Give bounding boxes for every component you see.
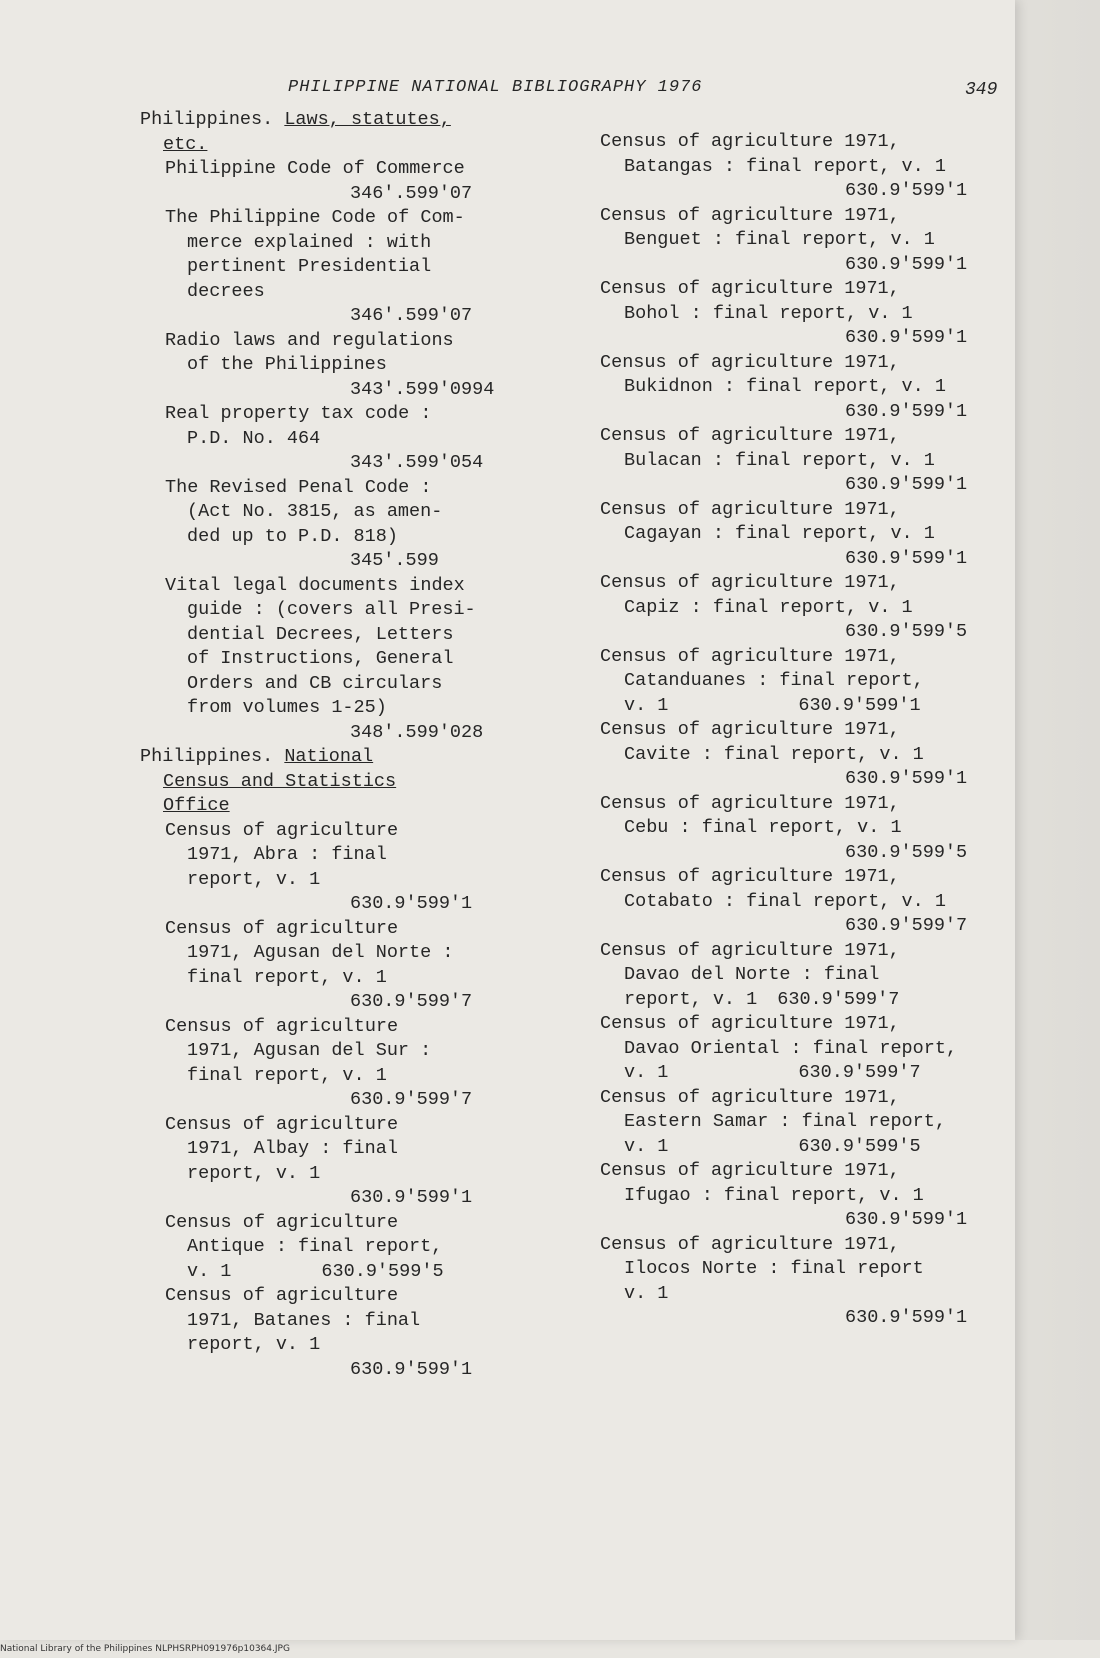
scan-footer: National Library of the Philippines NLPHSRPH091976p10364.JPG xyxy=(0,1644,290,1654)
entries-census-left xyxy=(140,819,540,1383)
bib-entry xyxy=(600,1233,1000,1331)
entry-title-line: Census of agriculture xyxy=(165,1211,399,1233)
call-number: 345'.599 xyxy=(350,550,439,571)
entry-title-line: Orders and CB circulars xyxy=(187,672,443,694)
bib-entry xyxy=(140,1211,540,1285)
heading-line: Office xyxy=(163,795,230,816)
call-number: 630.9'599'1 xyxy=(845,327,968,348)
running-header: PHILIPPINE NATIONAL BIBLIOGRAPHY 1976 xyxy=(288,78,703,97)
entry-title-line: Radio laws and regulations xyxy=(165,329,454,351)
right-column xyxy=(600,130,1000,1331)
bib-entry xyxy=(600,424,1000,498)
call-number: 348'.599'028 xyxy=(350,721,484,743)
call-number: 630.9'599'1 xyxy=(350,1358,473,1380)
call-number: 630.9'599'1 xyxy=(845,1307,968,1328)
bib-entry xyxy=(600,204,1000,278)
call-number: 343'.599'054 xyxy=(350,452,484,473)
call-number: 630.9'599'1 xyxy=(845,400,968,422)
entry-title-line: Census of agriculture 1971, xyxy=(600,278,900,299)
entry-title-line: report, v. 1 xyxy=(187,1334,321,1355)
entry-title-line: 1971, Agusan del Sur : xyxy=(187,1040,432,1061)
bib-entry xyxy=(140,917,540,1015)
left-column xyxy=(140,108,540,1382)
entry-title-line: report, v. 1 xyxy=(187,1162,321,1184)
entry-title-line: Philippine Code of Commerce xyxy=(165,158,465,179)
heading-laws-statutes xyxy=(140,108,540,157)
entry-title-line: Bohol : final report, v. 1 xyxy=(624,302,913,324)
entry-title-line: Census of agriculture 1971, xyxy=(600,1013,900,1034)
entry-title-line: Catanduanes : final report, xyxy=(624,670,924,691)
bib-entry xyxy=(600,939,1000,1013)
heading-underlined: National xyxy=(284,746,374,767)
entry-title-line: P.D. No. 464 xyxy=(187,427,321,449)
entry-title-line: Census of agriculture 1971, xyxy=(600,1160,900,1181)
call-number: 630.9'599'1 xyxy=(845,768,968,789)
entry-title-line: Census of agriculture 1971, xyxy=(600,131,900,152)
entry-title-tail: v. 1 xyxy=(187,1260,232,1282)
entry-title-line: final report, v. 1 xyxy=(187,1064,387,1086)
entry-title-line: Davao del Norte : final xyxy=(624,964,880,985)
entry-title-tail: v. 1 xyxy=(624,694,669,716)
call-number: 630.9'599'1 xyxy=(845,1209,968,1230)
bib-entry xyxy=(140,402,540,476)
entry-title-line: Bukidnon : final report, v. 1 xyxy=(624,376,946,397)
entry-title-line: Census of agriculture xyxy=(165,819,399,841)
entries-laws xyxy=(140,157,540,745)
bib-entry xyxy=(140,1113,540,1211)
entry-title-line: decrees xyxy=(187,280,265,302)
bib-entry xyxy=(140,1284,540,1382)
call-number: 630.9'599'1 xyxy=(798,694,921,716)
entry-title-line: 1971, Agusan del Norte : xyxy=(187,942,454,963)
entry-title-line: Census of agriculture 1971, xyxy=(600,351,900,373)
entry-title-tail: v. 1 xyxy=(624,1062,669,1083)
entry-title-line: Bulacan : final report, v. 1 xyxy=(624,449,935,471)
entry-title-line: Cebu : final report, v. 1 xyxy=(624,817,902,838)
entry-title-line: Census of agriculture xyxy=(165,1015,399,1037)
call-number: 630.9'599'5 xyxy=(845,621,968,642)
bib-entry xyxy=(140,206,540,329)
entry-title-line: (Act No. 3815, as amen- xyxy=(187,501,443,522)
entry-title-line: merce explained : with xyxy=(187,231,432,253)
entry-title-line: v. 1 xyxy=(624,1282,669,1304)
entry-title-line: The Philippine Code of Com- xyxy=(165,207,465,228)
entry-title-line: Real property tax code : xyxy=(165,403,432,424)
entry-title-line: Benguet : final report, v. 1 xyxy=(624,229,935,250)
entry-title-line: Davao Oriental : final report, xyxy=(624,1037,958,1059)
entry-title-line: Cavite : final report, v. 1 xyxy=(624,743,924,765)
bib-entry xyxy=(140,476,540,574)
bib-entry xyxy=(600,130,1000,204)
bib-entry xyxy=(140,329,540,403)
call-number: 346'.599'07 xyxy=(350,182,473,204)
call-number: 343'.599'0994 xyxy=(350,378,495,400)
entry-title-line: Census of agriculture 1971, xyxy=(600,1233,900,1255)
heading-line xyxy=(140,745,540,770)
entry-title-line: from volumes 1-25) xyxy=(187,697,387,718)
bib-entry xyxy=(600,792,1000,866)
bib-entry xyxy=(600,571,1000,645)
entry-title-line: Census of agriculture 1971, xyxy=(600,425,900,446)
entry-title-line: Capiz : final report, v. 1 xyxy=(624,596,913,618)
entry-title-line: of the Philippines xyxy=(187,354,387,375)
entry-last-line xyxy=(624,694,1000,719)
bib-entry xyxy=(600,718,1000,792)
entry-title-line: Census of agriculture xyxy=(165,1113,399,1135)
entry-title-line: Census of agriculture 1971, xyxy=(600,719,900,740)
entry-title-tail: report, v. 1 xyxy=(624,988,758,1010)
entry-last-line xyxy=(624,988,1000,1013)
bib-entry xyxy=(600,1159,1000,1233)
call-number: 630.9'599'7 xyxy=(845,915,968,936)
entry-title-line: dential Decrees, Letters xyxy=(187,623,454,645)
entry-title-line: Cagayan : final report, v. 1 xyxy=(624,523,935,544)
entry-title-line: Census of agriculture 1971, xyxy=(600,866,900,887)
entries-census-right xyxy=(600,130,1000,1331)
call-number: 630.9'599'7 xyxy=(777,988,900,1010)
entry-title-line: Census of agriculture 1971, xyxy=(600,645,900,667)
entry-title-line: Census of agriculture 1971, xyxy=(600,939,900,961)
call-number: 630.9'599'1 xyxy=(845,547,968,569)
entry-title-line: Batangas : final report, v. 1 xyxy=(624,155,946,177)
heading-line: Census and Statistics xyxy=(163,770,397,792)
bib-entry xyxy=(600,645,1000,719)
call-number: 630.9'599'5 xyxy=(845,841,968,863)
entry-title-line: ded up to P.D. 818) xyxy=(187,525,398,547)
bib-entry xyxy=(600,498,1000,572)
bib-entry xyxy=(140,819,540,917)
entry-title-line: 1971, Albay : final xyxy=(187,1138,398,1159)
heading-underlined: Laws, statutes, xyxy=(284,109,451,130)
entry-title-line: guide : (covers all Presi- xyxy=(187,599,476,620)
entry-title-line: Census of agriculture 1971, xyxy=(600,204,900,226)
entry-title-line: Ifugao : final report, v. 1 xyxy=(624,1184,924,1206)
bib-entry xyxy=(140,157,540,206)
entry-title-line: final report, v. 1 xyxy=(187,966,387,988)
entry-title-line: The Revised Penal Code : xyxy=(165,476,432,498)
call-number: 630.9'599'1 xyxy=(350,893,473,914)
entry-title-line: Eastern Samar : final report, xyxy=(624,1111,946,1132)
call-number: 630.9'599'1 xyxy=(350,1187,473,1208)
bib-entry xyxy=(600,1012,1000,1086)
bib-entry xyxy=(600,277,1000,351)
entry-title-line: Census of agriculture 1971, xyxy=(600,1086,900,1108)
entry-title-line: 1971, Batanes : final xyxy=(187,1309,421,1331)
heading-prefix: Philippines. xyxy=(140,746,285,767)
entry-title-tail: v. 1 xyxy=(624,1135,669,1157)
entry-title-line: Census of agriculture xyxy=(165,1285,399,1306)
entry-title-line: Census of agriculture xyxy=(165,917,399,939)
page-number: 349 xyxy=(965,80,998,100)
call-number: 630.9'599'1 xyxy=(845,180,968,201)
entry-title-line: 1971, Abra : final xyxy=(187,844,387,865)
call-number: 630.9'599'7 xyxy=(350,1089,473,1110)
entry-title-line: Cotabato : final report, v. 1 xyxy=(624,890,946,912)
call-number: 630.9'599'1 xyxy=(845,474,968,495)
entry-last-line xyxy=(624,1135,1000,1160)
entry-title-line: Antique : final report, xyxy=(187,1236,443,1257)
bib-entry xyxy=(140,574,540,746)
entry-title-line: of Instructions, General xyxy=(187,648,454,669)
heading-prefix: Philippines. xyxy=(140,109,285,130)
call-number: 630.9'599'5 xyxy=(798,1135,921,1157)
bib-entry xyxy=(600,351,1000,425)
bib-entry xyxy=(600,1086,1000,1160)
bib-entry xyxy=(600,865,1000,939)
call-number: 630.9'599'7 xyxy=(350,991,473,1012)
heading-line xyxy=(140,108,540,133)
entry-title-line: report, v. 1 xyxy=(187,868,321,890)
entry-title-line: Ilocos Norte : final report xyxy=(624,1258,924,1279)
entry-title-line: Census of agriculture 1971, xyxy=(600,498,900,520)
entry-last-line xyxy=(624,1061,1000,1086)
heading-census-office xyxy=(140,745,540,819)
call-number: 630.9'599'7 xyxy=(798,1062,921,1083)
heading-line: etc. xyxy=(163,133,208,155)
call-number: 346'.599'07 xyxy=(350,305,473,326)
entry-title-line: Census of agriculture 1971, xyxy=(600,792,900,814)
entry-title-line: pertinent Presidential xyxy=(187,256,432,277)
entry-title-line: Census of agriculture 1971, xyxy=(600,572,900,593)
call-number: 630.9'599'1 xyxy=(845,253,968,275)
entry-title-line: Vital legal documents index xyxy=(165,574,465,596)
entry-last-line xyxy=(187,1260,540,1285)
call-number: 630.9'599'5 xyxy=(321,1260,444,1282)
bib-entry xyxy=(140,1015,540,1113)
